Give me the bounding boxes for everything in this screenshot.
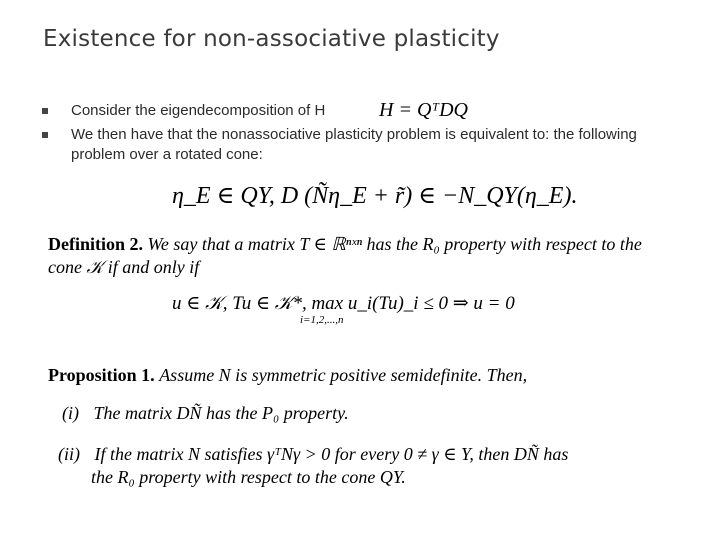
bullet-item bbox=[42, 101, 682, 121]
item-text-line1: If the matrix N satisfies γᵀNγ > 0 for every 0 ≠ γ ∈ Υ, then DÑ has bbox=[94, 444, 569, 464]
r0-equation-text: u ∈ 𝒦, Tu ∈ 𝒦*, max u_i(Tu)_i ≤ 0 ⇒ u = 0 bbox=[172, 293, 515, 314]
definition-text: We say that a matrix T ∈ ℝⁿˣⁿ has the R₀ property with respect to the cone 𝒦 if and only if bbox=[48, 234, 642, 277]
bullet-item bbox=[42, 125, 682, 165]
proposition-item-i bbox=[62, 403, 349, 424]
proposition-block bbox=[48, 364, 678, 387]
definition-block bbox=[48, 233, 658, 279]
item-label: (i) bbox=[62, 403, 79, 423]
square-bullet-icon bbox=[42, 108, 48, 114]
proposition-heading: Proposition 1. bbox=[48, 365, 155, 385]
bullet-text: We then have that the nonassociative plasticity problem is equivalent to: the following problem over a rotated cone: bbox=[71, 126, 637, 163]
item-text-line2: the R₀ property with respect to the cone QΥ. bbox=[91, 467, 406, 487]
proposition-item-ii bbox=[58, 443, 668, 489]
max-subscript: i=1,2,...,n bbox=[300, 314, 344, 326]
bullet-text: Consider the eigendecomposition of H bbox=[71, 102, 326, 119]
slide-title: Existence for non-associative plasticity bbox=[43, 26, 500, 52]
bullet-list bbox=[42, 101, 682, 169]
eigendecomposition-equation: H = QᵀDQ bbox=[379, 99, 468, 121]
item-text: The matrix DÑ has the P₀ property. bbox=[93, 403, 349, 423]
rotated-cone-equation: η_E ∈ QΥ, D (Ñη_E + r̃) ∈ −N_QΥ(η_E). bbox=[172, 183, 578, 209]
proposition-text: Assume N is symmetric positive semidefinite. Then, bbox=[159, 365, 528, 385]
definition-heading: Definition 2. bbox=[48, 234, 144, 254]
square-bullet-icon bbox=[42, 132, 48, 138]
r0-property-equation bbox=[172, 292, 515, 326]
item-label: (ii) bbox=[58, 444, 80, 464]
